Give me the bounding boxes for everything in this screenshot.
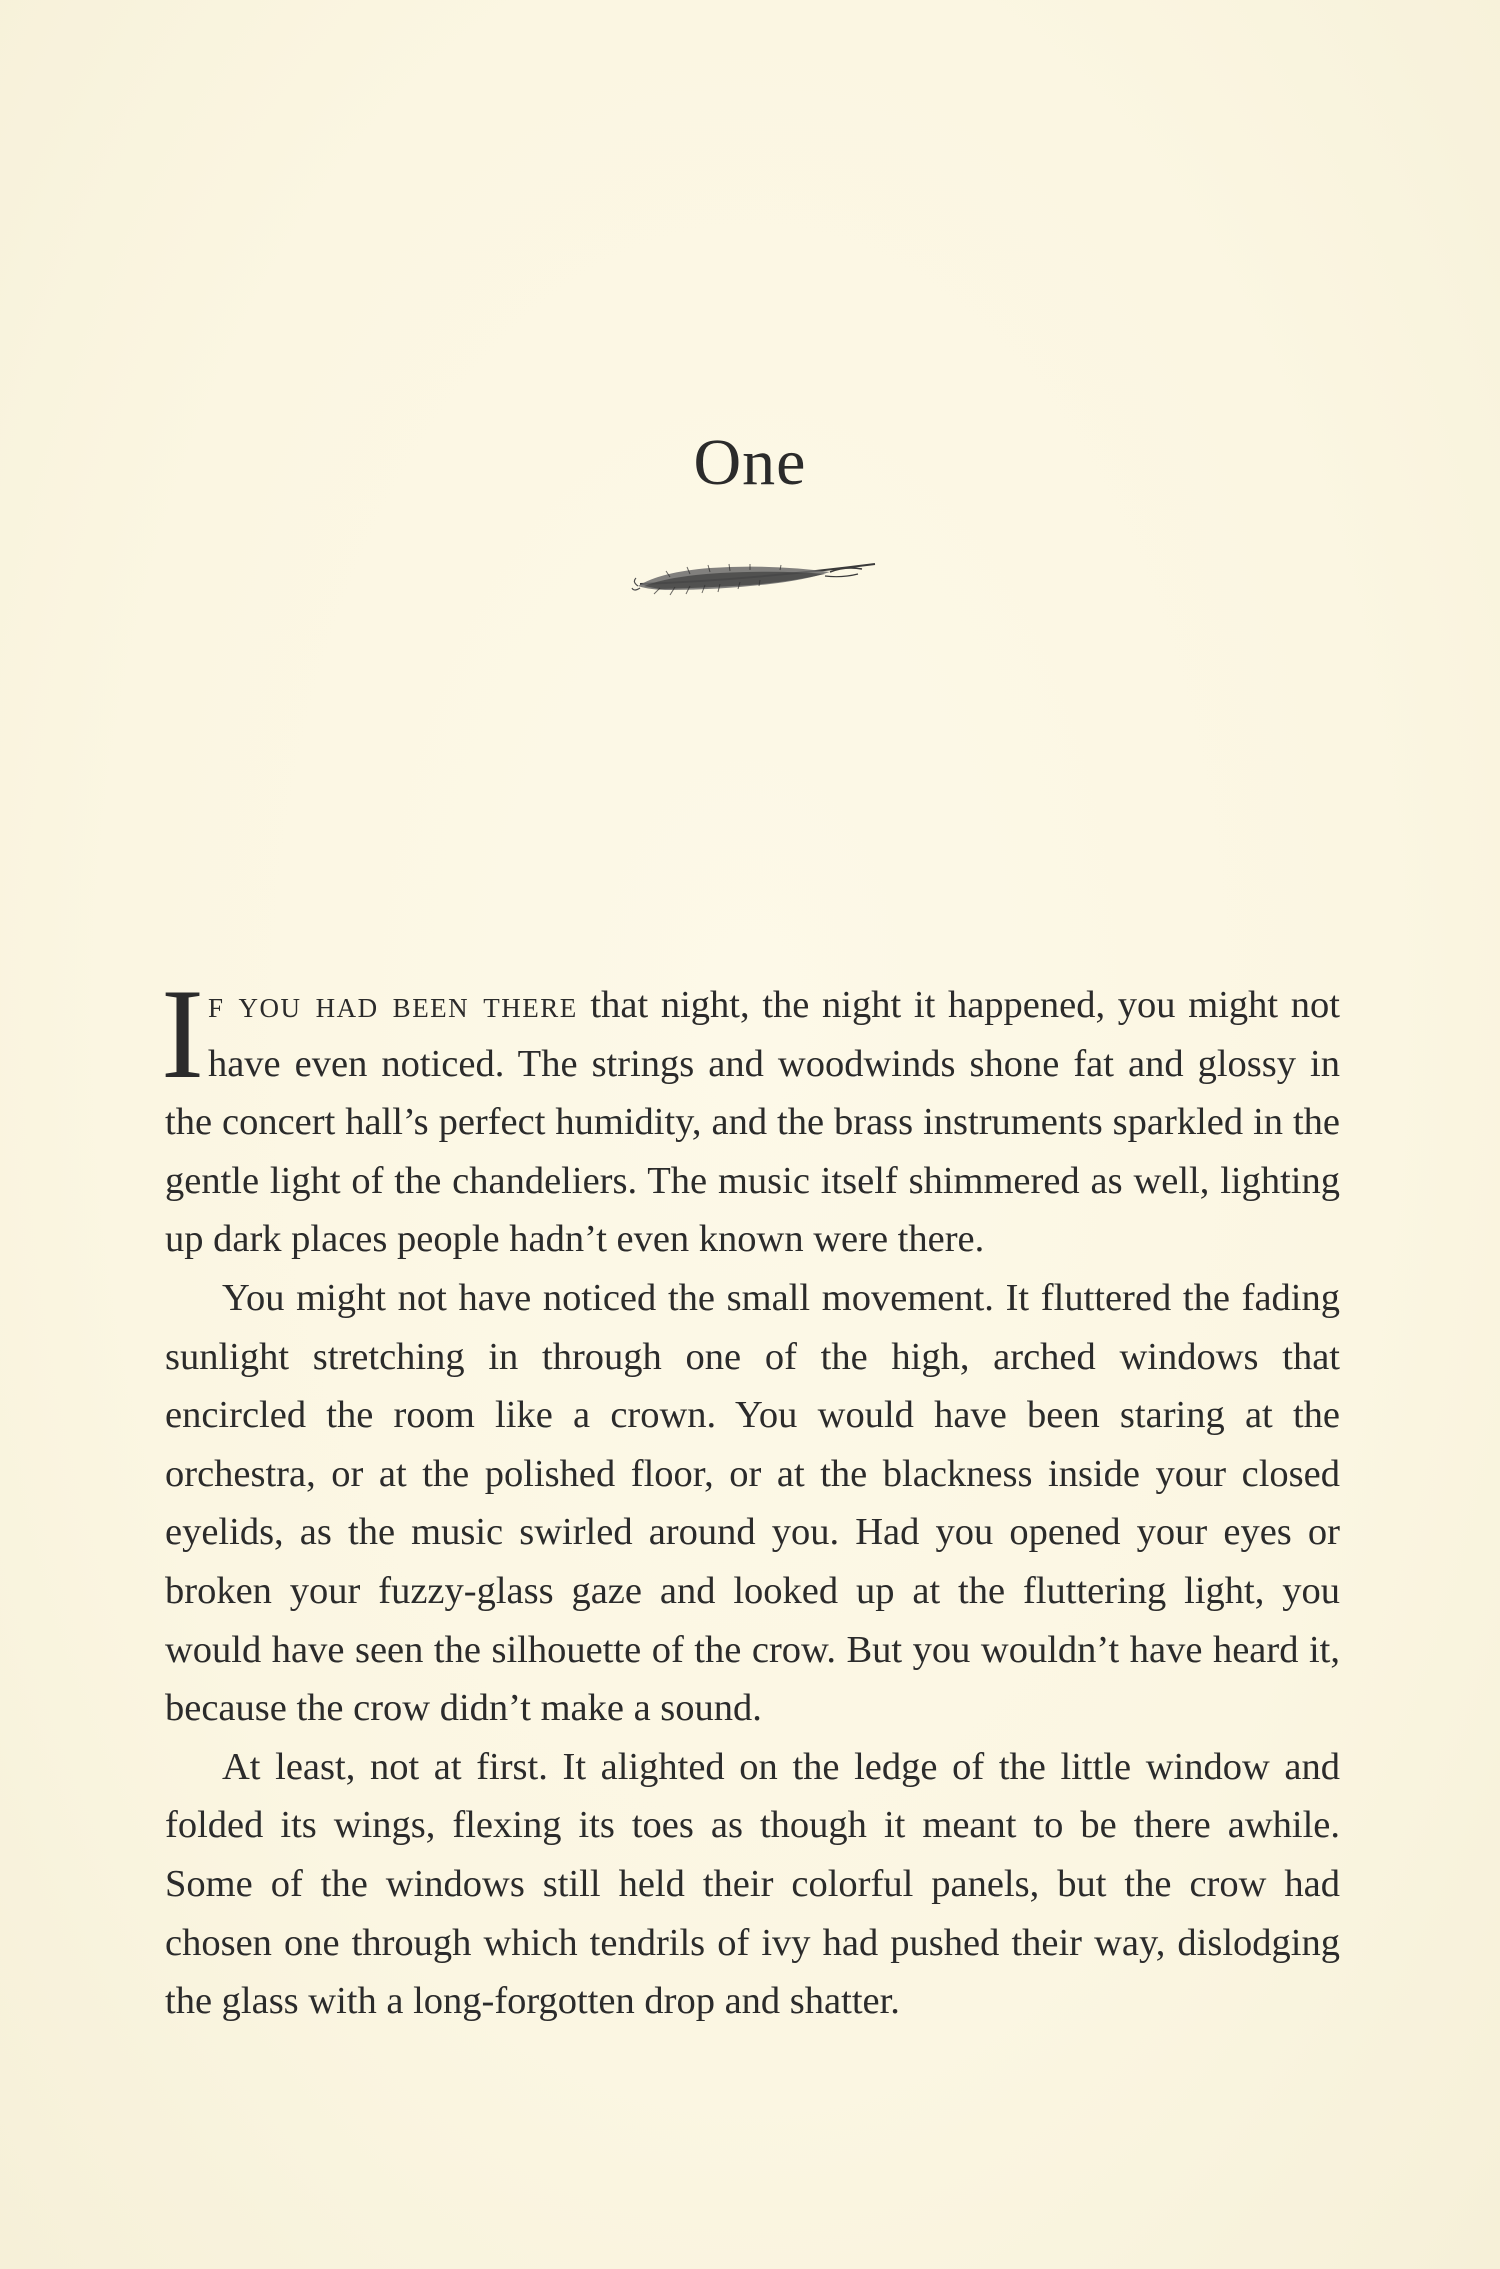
paragraph-2: You might not have noticed the small movement. It fluttered the fading sunlight stretching in through one of the high, arched windows that encircled the room like a crown. You would have been staring at the orchestra, or at the polished floor, or at the blackness inside your closed eyelids, as the music swirled around you. Had you opened your eyes or broken your fuzzy-glass gaze and looked up at the fluttering light, you would have seen the silhouette of the crow. But you wouldn’t have heard it, because the crow didn’t make a sound. xyxy=(165,1276,1340,1730)
paragraph-3: At least, not at first. It alighted on the ledge of the little window and folded its wings, flexing its toes as though it meant to be there awhile. Some of the windows still held their colorful panels, but the crow had chosen one through which tendrils of ivy had pushed their way, dislodging the glass with a long-forgotten drop and shatter. xyxy=(165,1745,1340,2023)
chapter-title: One xyxy=(693,426,807,499)
paragraph-1-text: that night, the night it happened, you might not have even noticed. The strings and woodwinds shone fat and glossy in the concert hall’s perfect humidity, and the brass instruments sparkled in the gentle light of the chandeliers. The music itself shimmered as well, lighting up dark places people hadn’t even known were there. xyxy=(165,984,1340,1261)
drop-cap: I xyxy=(161,962,204,1105)
paragraph-1 xyxy=(161,962,1340,1269)
chapter-body xyxy=(161,962,1340,2031)
feather-icon xyxy=(630,550,880,610)
lead-in-smallcaps: f you had been there xyxy=(207,984,578,1026)
